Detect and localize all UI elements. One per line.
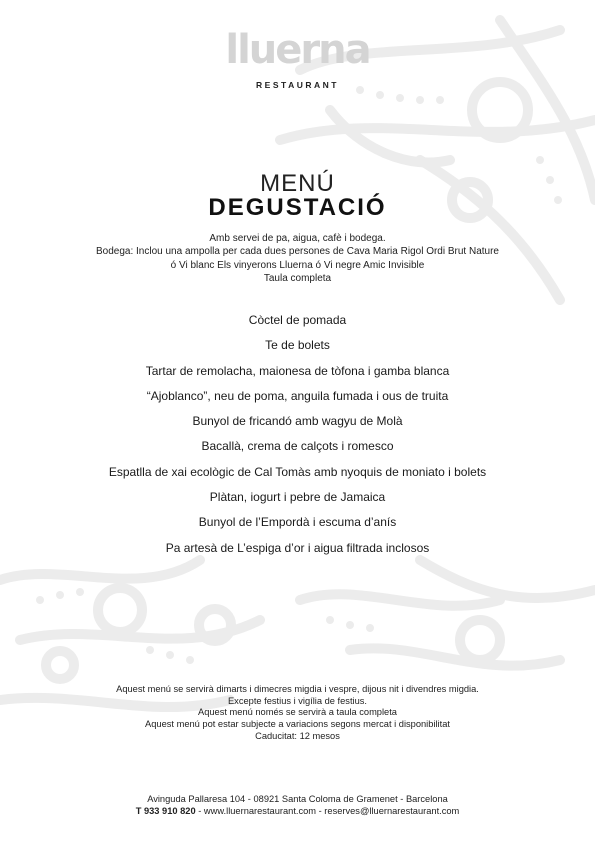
- dish-item: Còctel de pomada: [248, 313, 347, 327]
- footer-phone: T 933 910 820: [135, 806, 196, 816]
- footer: [0, 793, 595, 817]
- intro-line: Amb servei de pa, aigua, cafè i bodega.: [209, 233, 386, 244]
- note-line: Caducitat: 12 mesos: [255, 730, 340, 741]
- footer-links: - www.lluernarestaurant.com - reserves@lluernarestaurant.com: [195, 806, 460, 816]
- footer-address: Avinguda Pallaresa 104 - 08921 Santa Coloma de Gramenet - Barcelona: [147, 794, 448, 804]
- dish-item: Pa artesà de L’espiga d’or i aigua filtrada inclosos: [165, 540, 430, 555]
- dish-item: Espatlla de xai ecològic de Cal Tomàs amb nyoquis de moniato i bolets: [108, 464, 487, 479]
- dish-item: “Ajoblanco”, neu de poma, anguila fumada i ous de truita: [146, 388, 449, 403]
- note-line: Excepte festius i vigília de festius.: [227, 695, 367, 706]
- menu-intro: [0, 232, 595, 285]
- dish-item: Bunyol de l’Empordà i escuma d’anís: [198, 515, 397, 530]
- intro-line: Bodega: Inclou una ampolla per cada dues persones de Cava Maria Rigol Ordi Brut Nature: [95, 246, 499, 258]
- note-line: Aquest menú pot estar subjecte a variacions segons mercat i disponibilitat: [145, 719, 450, 730]
- dish-list: [0, 312, 595, 565]
- dish-item: Tartar de remolacha, maionesa de tòfona i gamba blanca: [145, 363, 450, 378]
- menu-title: MENÚ: [260, 170, 335, 197]
- note-line: Aquest menú se servirà dimarts i dimecres migdia i vespre, dijous nit i divendres migdia.: [116, 684, 479, 694]
- intro-line: ó Vi blanc Els vinyerons Lluerna ó Vi negre Amic Invisible: [170, 259, 425, 271]
- footer-contact: [0, 805, 595, 817]
- menu-subtitle: DEGUSTACIÓ: [208, 194, 387, 221]
- restaurant-logo: lluerna: [225, 27, 370, 73]
- note-line: Aquest menú només se servirà a taula completa: [198, 707, 397, 718]
- dish-item: Bunyol de fricandó amb wagyu de Molà: [192, 414, 403, 429]
- intro-line: Taula completa: [263, 272, 332, 284]
- dish-item: Plàtan, iogurt i pebre de Jamaica: [209, 490, 386, 505]
- dish-item: Bacallà, crema de calçots i romesco: [201, 439, 394, 454]
- menu-notes: [0, 684, 595, 743]
- logo-subtitle: RESTAURANT: [256, 80, 339, 90]
- dish-item: Te de bolets: [265, 338, 330, 353]
